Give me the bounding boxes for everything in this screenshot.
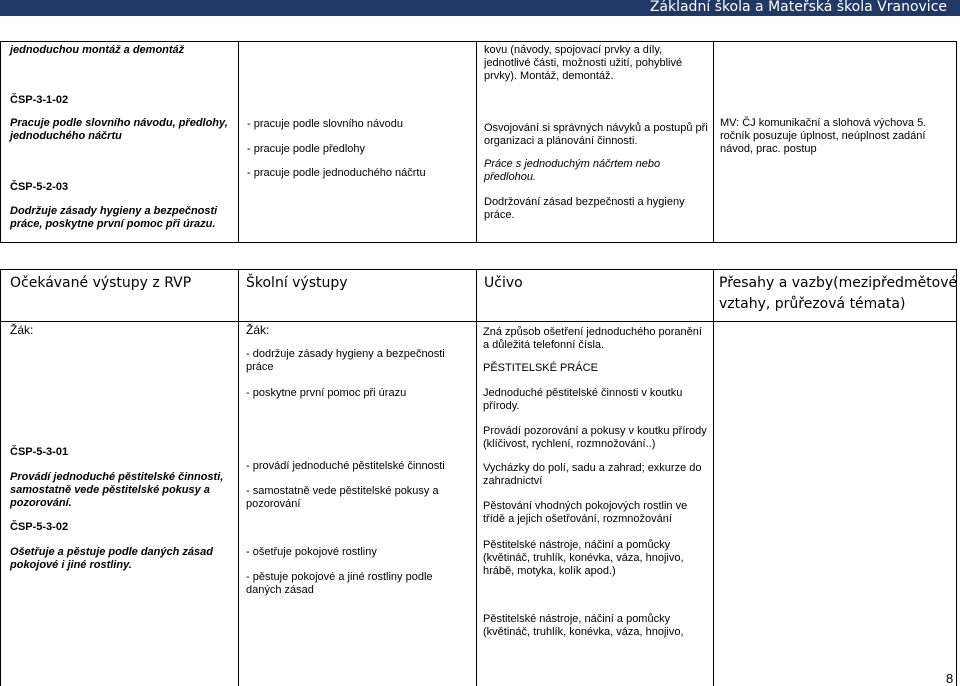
table2-top-border bbox=[0, 269, 957, 270]
t2-c2-item: - provádí jednoduché pěstitelské činnosti bbox=[246, 460, 445, 472]
header-cross-curricular-l2: vztahy, průřezová témata) bbox=[719, 296, 906, 312]
table2-divider-2 bbox=[476, 269, 477, 686]
t2-c1-goal2: Ošetřuje a pěstuje podle daných zásad pokojové i jiné rostliny. bbox=[10, 546, 213, 571]
t1-c2-item: - pracuje podle předlohy bbox=[247, 143, 366, 155]
table2-divider-1 bbox=[238, 269, 239, 686]
page-header bbox=[0, 0, 960, 16]
t1-c1-top-text: jednoduchou montáž a demontáž bbox=[10, 44, 185, 56]
t1-c2-item: - pracuje podle jednoduchého náčrtu bbox=[247, 167, 426, 179]
table1-top-border bbox=[0, 41, 957, 42]
header-school-outcomes: Školní výstupy bbox=[246, 275, 348, 291]
header-curriculum: Učivo bbox=[484, 275, 523, 291]
table2-left-border bbox=[0, 269, 1, 686]
t2-c3-item: Pěstitelské nástroje, náčiní a pomůcky (květináč, truhlík, konévka, váza, hnojivo, bbox=[483, 613, 684, 638]
t1-c1-goal1: Pracuje podle slovního návodu, předlohy, jednoduchého náčrtu bbox=[10, 117, 228, 142]
t2-c2-item: - dodržuje zásady hygieny a bezpečnosti práce bbox=[246, 348, 445, 373]
t2-c1-code1: ČSP-5-3-01 bbox=[10, 446, 69, 458]
t2-c3-item: Jednoduché pěstitelské činnosti v koutku přírody. bbox=[483, 387, 683, 412]
t1-c3-p2: Práce s jednoduchým náčrtem nebo předlohou. bbox=[484, 158, 661, 183]
table1-divider-1 bbox=[238, 41, 239, 243]
table1-divider-2 bbox=[476, 41, 477, 243]
t1-c3-p3: Dodržování zásad bezpečnosti a hygieny práce. bbox=[484, 196, 685, 221]
t2-c3-item: Zná způsob ošetření jednoduchého poranění a důležitá telefonní čísla. bbox=[483, 326, 702, 351]
t1-c3-p1: Osvojování si správných návyků a postupů při organizaci a plánování činnosti. bbox=[484, 122, 708, 147]
t1-c1-goal2: Dodržuje zásady hygieny a bezpečnosti práce, poskytne první pomoc při úrazu. bbox=[10, 205, 218, 230]
table1-bottom-border bbox=[0, 242, 957, 243]
table1-right-border bbox=[956, 41, 957, 243]
t2-c2-item: - samostatně vede pěstitelské pokusy a pozorování bbox=[246, 485, 439, 510]
t1-c1-code2: ČSP-5-2-03 bbox=[10, 181, 69, 193]
t2-c3-item: Vycházky do polí, sadu a zahrad; exkurze do zahradnictví bbox=[483, 462, 702, 487]
t2-c2-item: - pěstuje pokojové a jiné rostliny podle daných zásad bbox=[246, 571, 433, 596]
t2-c2-student: Žák: bbox=[246, 323, 270, 337]
t2-c2-item: - ošetřuje pokojové rostliny bbox=[246, 546, 377, 558]
t2-c1-code2: ČSP-5-3-02 bbox=[10, 521, 69, 533]
header-cross-curricular-l1: Přesahy a vazby(mezipředmětové bbox=[719, 275, 958, 291]
page-number: 8 bbox=[946, 671, 954, 686]
t2-c2-item: - poskytne první pomoc při úrazu bbox=[246, 387, 407, 399]
table2-right-border bbox=[956, 269, 957, 686]
t2-c3-item: Provádí pozorování a pokusy v koutku přírody (klíčivost, rychlení, rozmnožování..) bbox=[483, 425, 707, 450]
t2-c3-item: Pěstitelské nástroje, náčiní a pomůcky (květináč, truhlík, konévka, váza, hnojivo, hrábě, motyka, kolík apod.) bbox=[483, 539, 684, 577]
header-expected-outcomes: Očekávané výstupy z RVP bbox=[10, 275, 192, 291]
school-name: Základní škola a Mateřská škola Vranovice bbox=[649, 0, 947, 15]
t2-c3-item: PĚSTITELSKÉ PRÁCE bbox=[483, 362, 598, 374]
t1-c2-item: - pracuje podle slovního návodu bbox=[247, 118, 403, 130]
table1-left-border bbox=[0, 41, 1, 243]
t2-c1-student: Žák: bbox=[10, 323, 34, 337]
t2-c3-item: Pěstování vhodných pokojových rostlin ve třídě a jejich ošetřování, rozmnožování bbox=[483, 500, 688, 525]
t1-c1-code1: ČSP-3-1-02 bbox=[10, 94, 69, 106]
t2-c1-goal1: Provádí jednoduché pěstitelské činnosti, samostatně vede pěstitelské pokusy a pozorování. bbox=[10, 471, 224, 509]
table2-divider-3 bbox=[713, 269, 714, 686]
t1-c3-top-text: kovu (návody, spojovací prvky a díly, jednotlivé části, možnosti užití, pohyblivé prvky). Montáž, demontáž. bbox=[484, 44, 683, 82]
table1-divider-3 bbox=[713, 41, 714, 243]
t1-c4-cross-curricular: MV: ČJ komunikační a slohová výchova 5. ročník posuzuje úplnost, neúplnost zadání návod, prac. postup bbox=[720, 117, 927, 155]
table2-header-bottom-border bbox=[0, 321, 957, 322]
